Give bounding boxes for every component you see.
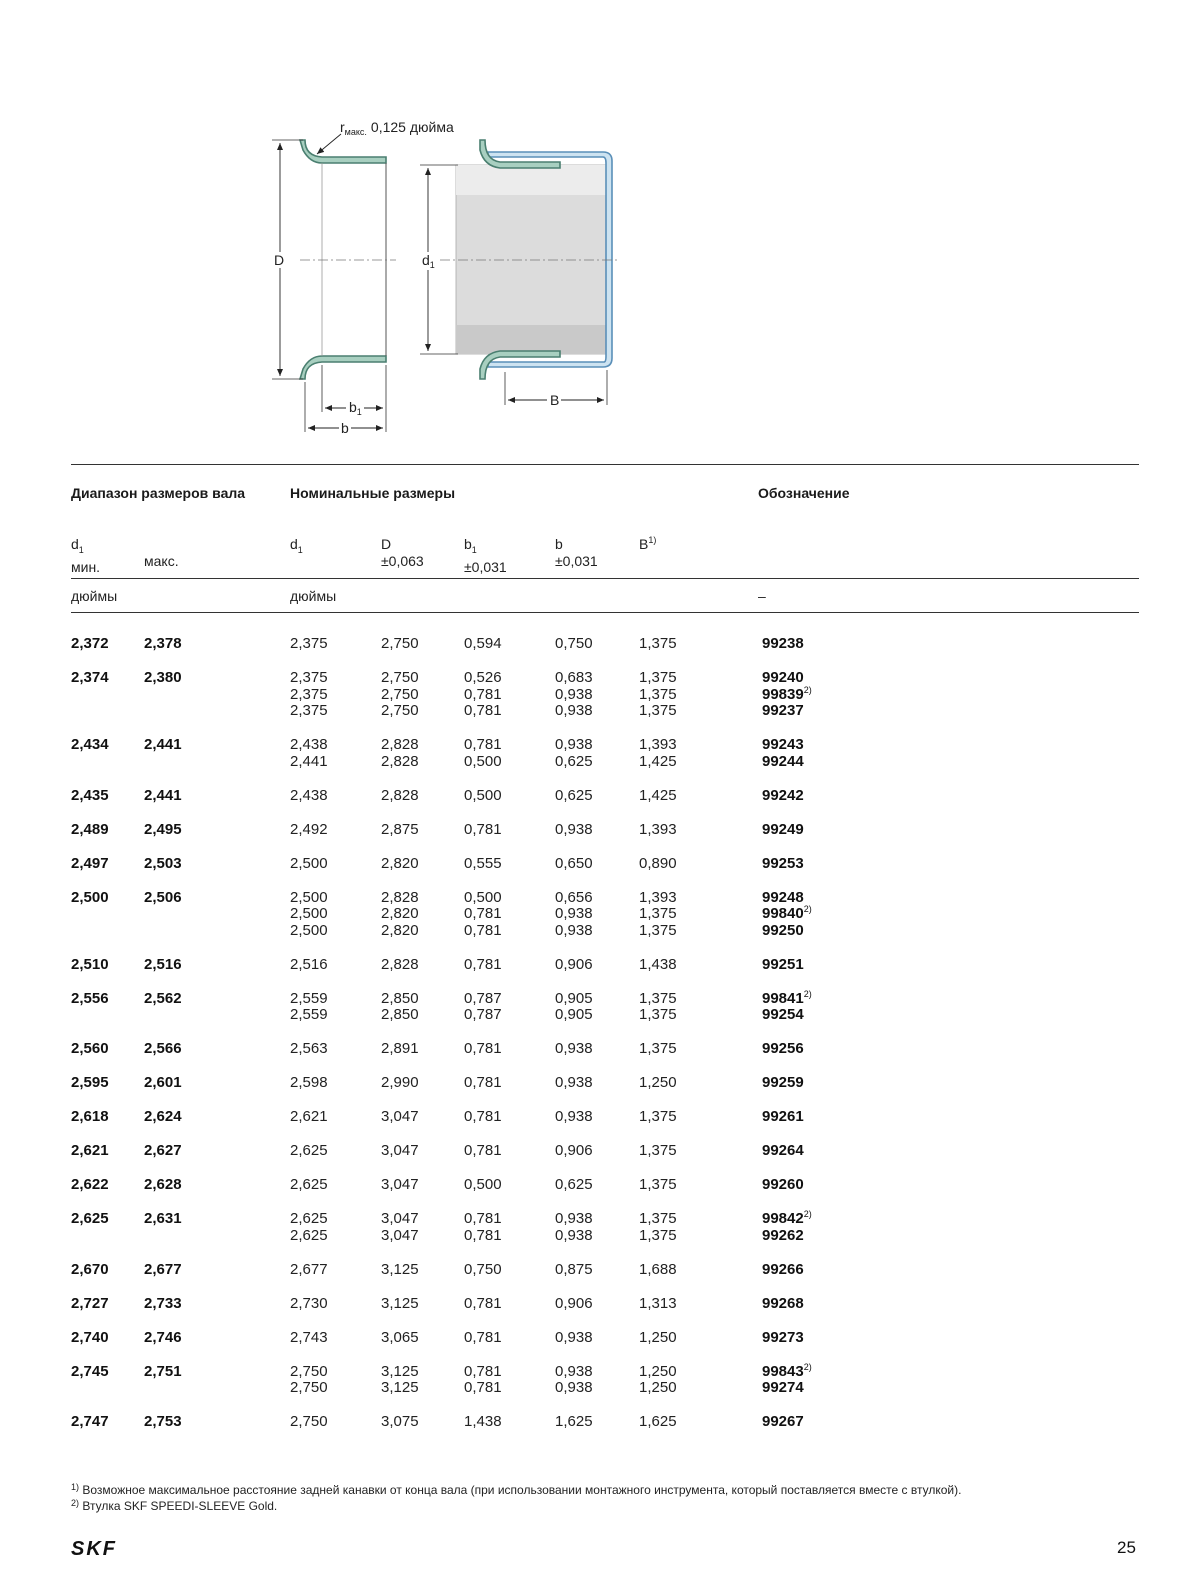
nominal-d1-cell: 2,559: [290, 989, 328, 1007]
shaft-min-cell: 2,374: [71, 669, 109, 686]
nominal-D-cell: 3,065: [381, 1328, 419, 1346]
nominal-B-cell: 1,625: [639, 1413, 677, 1430]
shaft-min-cell: 2,621: [71, 1142, 109, 1159]
designation-cell: [762, 636, 804, 653]
designation-cell: [762, 1296, 804, 1313]
designation-code: 99253: [762, 854, 804, 872]
designation-code: 99274: [762, 1379, 804, 1396]
nominal-b-cell: 0,938: [555, 1328, 593, 1346]
designation-footnote-mark: 2): [803, 1361, 812, 1372]
nominal-d1-cell: 2,677: [290, 1260, 328, 1278]
shaft-max-cell: 2,566: [144, 1040, 182, 1057]
footnote-2: $^{2)}$ Втулка SKF SPEEDI-SLEEVE Gold.: [71, 1498, 278, 1513]
subheader-D: D ±0,063: [381, 536, 424, 569]
subheader-b: b ±0,031: [555, 536, 598, 569]
shaft-max-cell: 2,378: [144, 635, 182, 652]
nominal-b1-cell: 0,555: [464, 854, 502, 872]
shaft-max-cell: 2,601: [144, 1074, 182, 1091]
units-nominal: дюймы: [290, 588, 337, 604]
nominal-D-cell: 2,750: [381, 702, 419, 719]
nominal-b-cell: 0,938: [555, 1362, 593, 1380]
nominal-d1-cell: 2,750: [290, 1362, 328, 1380]
nominal-b-cell: 0,938: [555, 820, 593, 838]
designation-cell: [762, 1414, 804, 1431]
shaft-min-cell: 2,489: [71, 820, 109, 838]
shaft-min-cell: 2,556: [71, 989, 109, 1007]
nominal-b1-cell: 0,750: [464, 1260, 502, 1278]
nominal-b-cell: 0,938: [555, 1379, 593, 1396]
designation-code: 99267: [762, 1413, 804, 1430]
shaft-max-cell: 2,495: [144, 820, 182, 838]
nominal-D-cell: 3,125: [381, 1362, 419, 1380]
nominal-d1-cell: 2,625: [290, 1176, 328, 1193]
designation-cell: [762, 1177, 804, 1194]
units-designation: –: [758, 588, 766, 604]
nominal-b1-cell: 0,781: [464, 921, 502, 939]
shaft-max-cell: 2,624: [144, 1108, 182, 1125]
nominal-D-cell: 2,875: [381, 820, 419, 838]
nominal-b-cell: 0,938: [555, 702, 593, 719]
designation-cell: [762, 1075, 804, 1092]
designation-code: 99839: [762, 685, 804, 703]
nominal-D-cell: 2,750: [381, 685, 419, 703]
nominal-b-cell: 0,938: [555, 1108, 593, 1125]
nominal-b1-cell: 0,781: [464, 1108, 502, 1125]
nominal-b-cell: 0,683: [555, 669, 593, 686]
shaft-max-cell: 2,516: [144, 955, 182, 973]
designation-cell: [762, 923, 804, 940]
designation-code: 99842: [762, 1210, 804, 1227]
nominal-b1-cell: 0,526: [464, 669, 502, 686]
designation-code: 99240: [762, 669, 804, 686]
nominal-b-cell: 0,906: [555, 955, 593, 973]
shaft-min-cell: 2,560: [71, 1040, 109, 1057]
nominal-d1-cell: 2,625: [290, 1210, 328, 1227]
nominal-D-cell: 2,750: [381, 635, 419, 652]
header-shaft-range: Диапазон размеров вала: [71, 485, 246, 501]
nominal-B-cell: 1,375: [639, 635, 677, 652]
designation-cell: [762, 856, 804, 873]
nominal-b-cell: 0,625: [555, 752, 593, 770]
designation-cell: [762, 1380, 804, 1397]
designation-cell: [762, 703, 804, 720]
designation-code: 99261: [762, 1108, 804, 1125]
nominal-d1-cell: 2,375: [290, 702, 328, 719]
nominal-d1-cell: 2,598: [290, 1074, 328, 1091]
designation-cell: [762, 1007, 804, 1024]
nominal-D-cell: 3,047: [381, 1176, 419, 1193]
shaft-max-cell: 2,627: [144, 1142, 182, 1159]
skf-logo: SKF: [71, 1538, 117, 1560]
nominal-D-cell: 3,125: [381, 1260, 419, 1278]
nominal-b1-cell: 0,781: [464, 1379, 502, 1396]
nominal-d1-cell: 2,492: [290, 820, 328, 838]
nominal-B-cell: 1,250: [639, 1379, 677, 1396]
subheader-b1: $b_1$ ±0,031: [464, 536, 507, 575]
shaft-min-cell: 2,740: [71, 1328, 109, 1346]
nominal-B-cell: 1,375: [639, 669, 677, 686]
designation-code: 99237: [762, 702, 804, 719]
nominal-d1-cell: 2,750: [290, 1413, 328, 1430]
designation-footnote-mark: 2): [803, 1209, 812, 1219]
nominal-b1-cell: 0,781: [464, 702, 502, 719]
nominal-d1-cell: 2,500: [290, 921, 328, 939]
nominal-B-cell: 1,425: [639, 786, 677, 804]
shaft-min-cell: 2,727: [71, 1294, 109, 1312]
nominal-d1-cell: 2,500: [290, 905, 328, 922]
nominal-d1-cell: 2,743: [290, 1328, 328, 1346]
nominal-B-cell: 1,375: [639, 921, 677, 939]
shaft-min-cell: 2,595: [71, 1074, 109, 1091]
subheader-B: $B^{1)}$: [639, 535, 657, 552]
nominal-d1-cell: 2,730: [290, 1294, 328, 1312]
nominal-d1-cell: 2,441: [290, 752, 328, 770]
nominal-b-cell: 0,938: [555, 1040, 593, 1057]
nominal-B-cell: 1,375: [639, 1006, 677, 1023]
nominal-d1-cell: 2,621: [290, 1108, 328, 1125]
page-number: 25: [1117, 1538, 1136, 1557]
nominal-D-cell: 3,125: [381, 1294, 419, 1312]
designation-code: 99244: [762, 752, 804, 770]
shaft-min-cell: 2,622: [71, 1176, 109, 1193]
nominal-B-cell: 1,393: [639, 736, 677, 753]
nominal-D-cell: 2,990: [381, 1074, 419, 1091]
designation-code: 99238: [762, 635, 804, 652]
label-b: b: [341, 420, 349, 436]
label-D: D: [274, 252, 285, 268]
designation-code: 99254: [762, 1006, 804, 1023]
designation-cell: [762, 1228, 804, 1245]
shaft-max-cell: 2,503: [144, 854, 182, 872]
designation-cell: [762, 684, 812, 704]
nominal-B-cell: 1,250: [639, 1362, 677, 1380]
nominal-b-cell: 0,938: [555, 1074, 593, 1091]
nominal-b-cell: 0,750: [555, 635, 593, 652]
designation-code: 99841: [762, 989, 804, 1007]
nominal-b1-cell: 0,500: [464, 752, 502, 770]
nominal-b-cell: 0,938: [555, 1226, 593, 1244]
nominal-b1-cell: 0,781: [464, 1226, 502, 1244]
nominal-b1-cell: 0,781: [464, 1210, 502, 1227]
label-b1: $b_1$: [349, 399, 362, 417]
nominal-D-cell: 3,125: [381, 1379, 419, 1396]
designation-cell: [762, 906, 812, 923]
nominal-d1-cell: 2,500: [290, 854, 328, 872]
nominal-b1-cell: 0,781: [464, 1142, 502, 1159]
shaft-max-cell: 2,733: [144, 1294, 182, 1312]
shaft-min-cell: 2,510: [71, 955, 109, 973]
nominal-b1-cell: 0,781: [464, 685, 502, 703]
designation-code: 99259: [762, 1074, 804, 1091]
nominal-D-cell: 3,075: [381, 1413, 419, 1430]
nominal-D-cell: 2,828: [381, 736, 419, 753]
shaft-max-cell: 2,506: [144, 888, 182, 906]
shaft-min-cell: 2,625: [71, 1210, 109, 1227]
nominal-b1-cell: 0,781: [464, 820, 502, 838]
nominal-b1-cell: 0,781: [464, 736, 502, 753]
shaft-max-cell: 2,753: [144, 1413, 182, 1430]
designation-cell: [762, 737, 804, 754]
nominal-d1-cell: 2,438: [290, 736, 328, 753]
shaft-min-cell: 2,670: [71, 1260, 109, 1278]
designation-code: 99843: [762, 1362, 804, 1380]
shaft-max-cell: 2,746: [144, 1328, 182, 1346]
nominal-D-cell: 3,047: [381, 1142, 419, 1159]
nominal-b-cell: 0,906: [555, 1142, 593, 1159]
designation-code: 99273: [762, 1328, 804, 1346]
designation-footnote-mark: 2): [803, 988, 812, 999]
nominal-d1-cell: 2,559: [290, 1006, 328, 1023]
shaft-min-cell: 2,434: [71, 736, 109, 753]
nominal-D-cell: 2,891: [381, 1040, 419, 1057]
nominal-b1-cell: 0,781: [464, 905, 502, 922]
nominal-b-cell: 0,905: [555, 989, 593, 1007]
nominal-b1-cell: 0,781: [464, 1040, 502, 1057]
nominal-b1-cell: 1,438: [464, 1413, 502, 1430]
nominal-b-cell: 0,875: [555, 1260, 593, 1278]
designation-cell: [762, 1143, 804, 1160]
nominal-B-cell: 1,393: [639, 820, 677, 838]
shaft-max-cell: 2,628: [144, 1176, 182, 1193]
designation-cell: [762, 890, 804, 907]
nominal-B-cell: 1,438: [639, 955, 677, 973]
designation-code: 99262: [762, 1226, 804, 1244]
designation-code: 99256: [762, 1040, 804, 1057]
designation-cell: [762, 670, 804, 687]
nominal-B-cell: 1,375: [639, 702, 677, 719]
nominal-D-cell: 3,047: [381, 1210, 419, 1227]
shaft-min-cell: 2,497: [71, 854, 109, 872]
designation-code: 99264: [762, 1142, 804, 1159]
designation-code: 99250: [762, 921, 804, 939]
nominal-b1-cell: 0,781: [464, 955, 502, 973]
nominal-d1-cell: 2,500: [290, 888, 328, 906]
shaft-min-cell: 2,745: [71, 1362, 109, 1380]
nominal-b1-cell: 0,781: [464, 1074, 502, 1091]
nominal-B-cell: 0,890: [639, 854, 677, 872]
nominal-B-cell: 1,250: [639, 1074, 677, 1091]
nominal-B-cell: 1,375: [639, 1108, 677, 1125]
shaft-min-cell: 2,618: [71, 1108, 109, 1125]
shaft-max-cell: 2,631: [144, 1210, 182, 1227]
nominal-d1-cell: 2,438: [290, 786, 328, 804]
designation-cell: [762, 754, 804, 771]
nominal-B-cell: 1,313: [639, 1294, 677, 1312]
nominal-D-cell: 2,820: [381, 854, 419, 872]
nominal-d1-cell: 2,625: [290, 1226, 328, 1244]
shaft-max-cell: 2,751: [144, 1362, 182, 1380]
nominal-d1-cell: 2,625: [290, 1142, 328, 1159]
label-B: B: [550, 392, 560, 408]
nominal-b-cell: 0,938: [555, 1210, 593, 1227]
nominal-b-cell: 0,906: [555, 1294, 593, 1312]
designation-code: 99251: [762, 955, 804, 973]
subheader-d1-min: $d_1$ мин.: [71, 536, 101, 575]
nominal-B-cell: 1,375: [639, 989, 677, 1007]
designation-cell: [762, 988, 812, 1008]
nominal-b1-cell: 0,781: [464, 1294, 502, 1312]
nominal-D-cell: 2,750: [381, 669, 419, 686]
nominal-B-cell: 1,688: [639, 1260, 677, 1278]
nominal-B-cell: 1,393: [639, 888, 677, 906]
nominal-b1-cell: 0,594: [464, 635, 502, 652]
nominal-b1-cell: 0,781: [464, 1328, 502, 1346]
footnote-1: $^{1)}$ Возможное максимальное расстояние задней канавки от конца вала (при использовании монтажного инструмента, который поставляется вместе с втулкой).: [71, 1482, 962, 1497]
nominal-b1-cell: 0,787: [464, 1006, 502, 1023]
designation-code: 99242: [762, 786, 804, 804]
nominal-B-cell: 1,375: [639, 1142, 677, 1159]
nominal-d1-cell: 2,750: [290, 1379, 328, 1396]
nominal-D-cell: 2,828: [381, 786, 419, 804]
designation-footnote-mark: 2): [803, 904, 812, 914]
nominal-b-cell: 0,625: [555, 786, 593, 804]
shaft-min-cell: 2,500: [71, 888, 109, 906]
designation-cell: [762, 1211, 812, 1228]
nominal-B-cell: 1,375: [639, 685, 677, 703]
designation-code: 99268: [762, 1294, 804, 1312]
designation-code: 99243: [762, 736, 804, 753]
designation-cell: [762, 1109, 804, 1126]
designation-cell: [762, 822, 804, 839]
nominal-d1-cell: 2,516: [290, 955, 328, 973]
designation-code: 99266: [762, 1260, 804, 1278]
shaft-max-cell: 2,380: [144, 669, 182, 686]
nominal-b1-cell: 0,500: [464, 888, 502, 906]
designation-cell: [762, 1330, 804, 1347]
nominal-b-cell: 0,625: [555, 1176, 593, 1193]
designation-cell: [762, 1361, 812, 1381]
designation-code: 99260: [762, 1176, 804, 1193]
nominal-d1-cell: 2,375: [290, 685, 328, 703]
nominal-B-cell: 1,375: [639, 905, 677, 922]
nominal-B-cell: 1,250: [639, 1328, 677, 1346]
designation-cell: [762, 788, 804, 805]
shaft-min-cell: 2,435: [71, 786, 109, 804]
nominal-b1-cell: 0,500: [464, 786, 502, 804]
nominal-B-cell: 1,375: [639, 1210, 677, 1227]
nominal-B-cell: 1,375: [639, 1226, 677, 1244]
nominal-D-cell: 2,828: [381, 955, 419, 973]
nominal-D-cell: 2,850: [381, 989, 419, 1007]
nominal-D-cell: 3,047: [381, 1226, 419, 1244]
nominal-d1-cell: 2,375: [290, 635, 328, 652]
nominal-d1-cell: 2,375: [290, 669, 328, 686]
nominal-B-cell: 1,375: [639, 1040, 677, 1057]
nominal-D-cell: 2,850: [381, 1006, 419, 1023]
nominal-b-cell: 0,938: [555, 685, 593, 703]
subheader-d1-max: макс.: [144, 553, 179, 569]
shaft-max-cell: 2,677: [144, 1260, 182, 1278]
subheader-nom-d1: $d_1$: [290, 536, 303, 555]
label-d1: $d_1$: [422, 252, 435, 270]
nominal-b-cell: 0,938: [555, 905, 593, 922]
nominal-b1-cell: 0,781: [464, 1362, 502, 1380]
nominal-d1-cell: 2,563: [290, 1040, 328, 1057]
header-designation: Обозначение: [758, 485, 850, 501]
nominal-B-cell: 1,375: [639, 1176, 677, 1193]
nominal-b-cell: 1,625: [555, 1413, 593, 1430]
designation-code: 99249: [762, 820, 804, 838]
shaft-min-cell: 2,747: [71, 1413, 109, 1430]
nominal-b-cell: 0,650: [555, 854, 593, 872]
shaft-max-cell: 2,441: [144, 786, 182, 804]
nominal-b1-cell: 0,500: [464, 1176, 502, 1193]
designation-cell: [762, 1041, 804, 1058]
nominal-b-cell: 0,938: [555, 921, 593, 939]
nominal-D-cell: 2,828: [381, 752, 419, 770]
nominal-D-cell: 2,828: [381, 888, 419, 906]
nominal-b-cell: 0,656: [555, 888, 593, 906]
radius-label: $r_{макс.}$ 0,125 дюйма: [340, 119, 454, 137]
nominal-D-cell: 2,820: [381, 921, 419, 939]
shaft-max-cell: 2,562: [144, 989, 182, 1007]
nominal-B-cell: 1,425: [639, 752, 677, 770]
designation-cell: [762, 957, 804, 974]
nominal-D-cell: 2,820: [381, 905, 419, 922]
header-nominal: Номинальные размеры: [290, 485, 456, 501]
shaft-max-cell: 2,441: [144, 736, 182, 753]
nominal-b-cell: 0,938: [555, 736, 593, 753]
designation-cell: [762, 1262, 804, 1279]
nominal-D-cell: 3,047: [381, 1108, 419, 1125]
designation-footnote-mark: 2): [803, 684, 812, 695]
units-shaft: дюймы: [71, 588, 118, 604]
designation-code: 99840: [762, 905, 804, 922]
shaft-min-cell: 2,372: [71, 635, 109, 652]
nominal-b1-cell: 0,787: [464, 989, 502, 1007]
designation-code: 99248: [762, 888, 804, 906]
nominal-b-cell: 0,905: [555, 1006, 593, 1023]
